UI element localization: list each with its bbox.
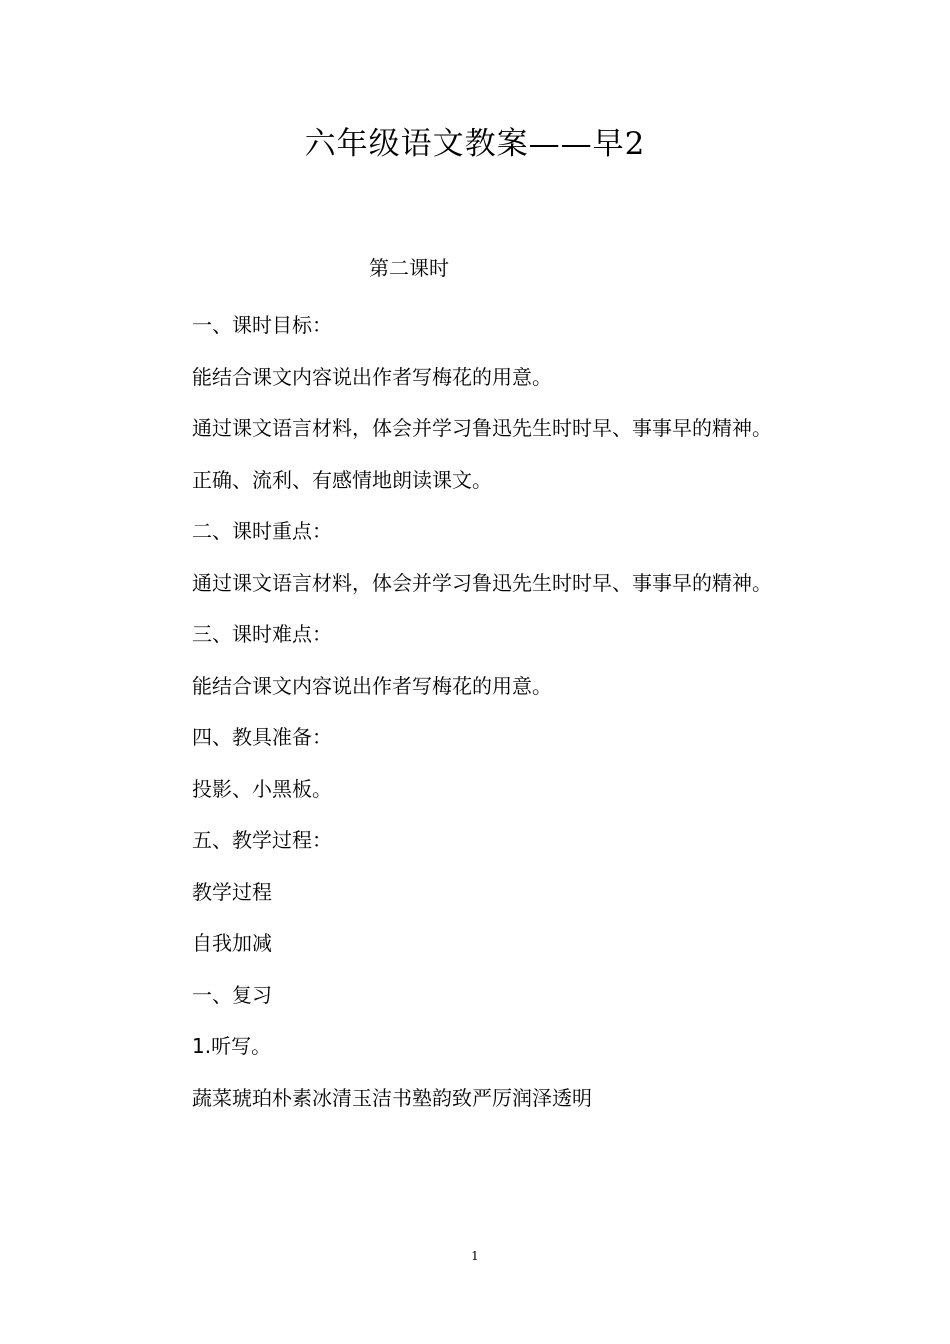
document-body xyxy=(148,300,808,1124)
vocabulary-list: 蔬菜琥珀朴素冰清玉洁书塾韵致严厉润泽透明 xyxy=(192,1085,592,1110)
section-heading-key-points: 二、课时重点： xyxy=(192,519,332,543)
section-heading-objectives: 一、课时目标： xyxy=(192,313,332,337)
objective-item: 通过课文语言材料，体会并学习鲁迅先生时时早、事事早的精神。 xyxy=(192,416,772,440)
section-heading-process: 五、教学过程： xyxy=(192,828,332,852)
document-title: 六年级语文教案——早2 xyxy=(304,126,646,162)
dictation-item: 1.听写。 xyxy=(192,1034,272,1058)
review-heading: 一、复习 xyxy=(192,982,272,1007)
materials-item: 投影、小黑板。 xyxy=(192,776,332,801)
section-heading-difficulties: 三、课时难点： xyxy=(192,622,332,646)
difficulty-item: 能结合课文内容说出作者写梅花的用意。 xyxy=(192,673,552,698)
page-number: 1 xyxy=(471,1249,479,1263)
objective-item: 正确、流利、有感情地朗读课文。 xyxy=(192,467,492,492)
process-label: 教学过程 xyxy=(192,879,272,904)
key-point-item: 通过课文语言材料，体会并学习鲁迅先生时时早、事事早的精神。 xyxy=(192,570,772,595)
objective-item: 能结合课文内容说出作者写梅花的用意。 xyxy=(192,364,552,389)
section-heading-materials: 四、教具准备： xyxy=(192,725,332,749)
lesson-subtitle: 第二课时 xyxy=(369,256,449,280)
process-label: 自我加减 xyxy=(192,931,272,955)
